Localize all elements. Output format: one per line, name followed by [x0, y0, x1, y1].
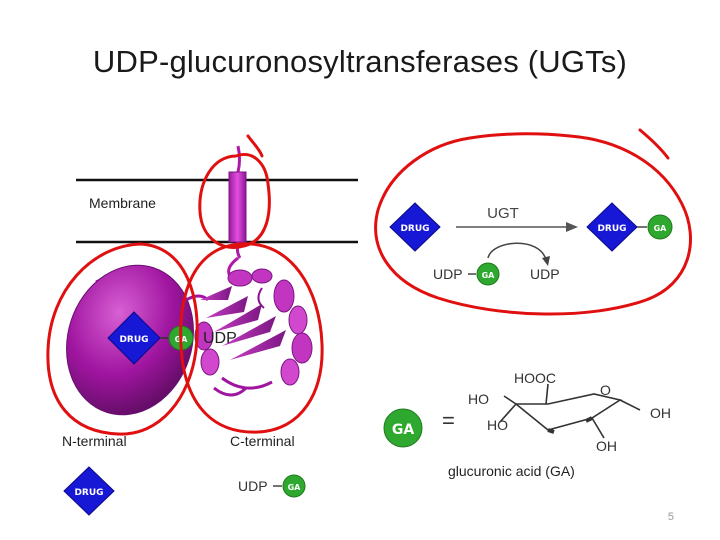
legend-ga-label: GA [287, 483, 301, 492]
bound-udp-label: UDP [203, 330, 237, 347]
cofactor-udp-label: UDP [433, 266, 463, 282]
ho-top-label: HO [468, 391, 489, 407]
annotation-tail-helix [248, 136, 262, 156]
membrane [76, 180, 358, 242]
pyranose-ring [516, 394, 620, 430]
bound-drug-label: DRUG [119, 335, 149, 345]
membrane-label: Membrane [89, 195, 156, 211]
bond-hooc [546, 384, 548, 404]
slide-title: UDP-glucuronosyltransferases (UGTs) [92, 44, 628, 79]
product-drug-label: DRUG [597, 224, 627, 234]
c-terminal-label: C-terminal [230, 433, 295, 449]
annotation-tail-reaction [640, 130, 668, 158]
oh-right-label: OH [650, 405, 671, 421]
ga-definition [384, 408, 455, 447]
legend-udp-label: UDP [238, 478, 268, 494]
ga-symbol-label: GA [391, 422, 415, 438]
n-terminal-label: N-terminal [62, 433, 127, 449]
product-udp-label: UDP [530, 266, 560, 282]
bottom-legend [64, 467, 305, 515]
enzyme-label: UGT [487, 205, 519, 222]
oh-bottom-label: OH [596, 438, 617, 454]
hooc-label: HOOC [514, 370, 556, 386]
page-number: 5 [667, 511, 674, 523]
equals-sign: = [442, 408, 455, 433]
legend-drug-label: DRUG [74, 488, 104, 498]
c-terminal-domain [195, 258, 312, 395]
ring-o-label: O [600, 382, 611, 398]
reactant-drug-label: DRUG [400, 224, 430, 234]
product-ga-label: GA [653, 224, 667, 233]
glucuronic-acid-caption: glucuronic acid (GA) [448, 463, 575, 479]
transmembrane-helix [229, 146, 246, 258]
cofactor-ga-label: GA [481, 271, 495, 280]
glucuronic-acid-labels [468, 370, 671, 454]
bound-ga-label: GA [174, 335, 188, 344]
ho-left-label: HO [487, 417, 508, 433]
glucuronic-acid-structure [500, 384, 640, 438]
reaction-scheme [390, 203, 672, 285]
